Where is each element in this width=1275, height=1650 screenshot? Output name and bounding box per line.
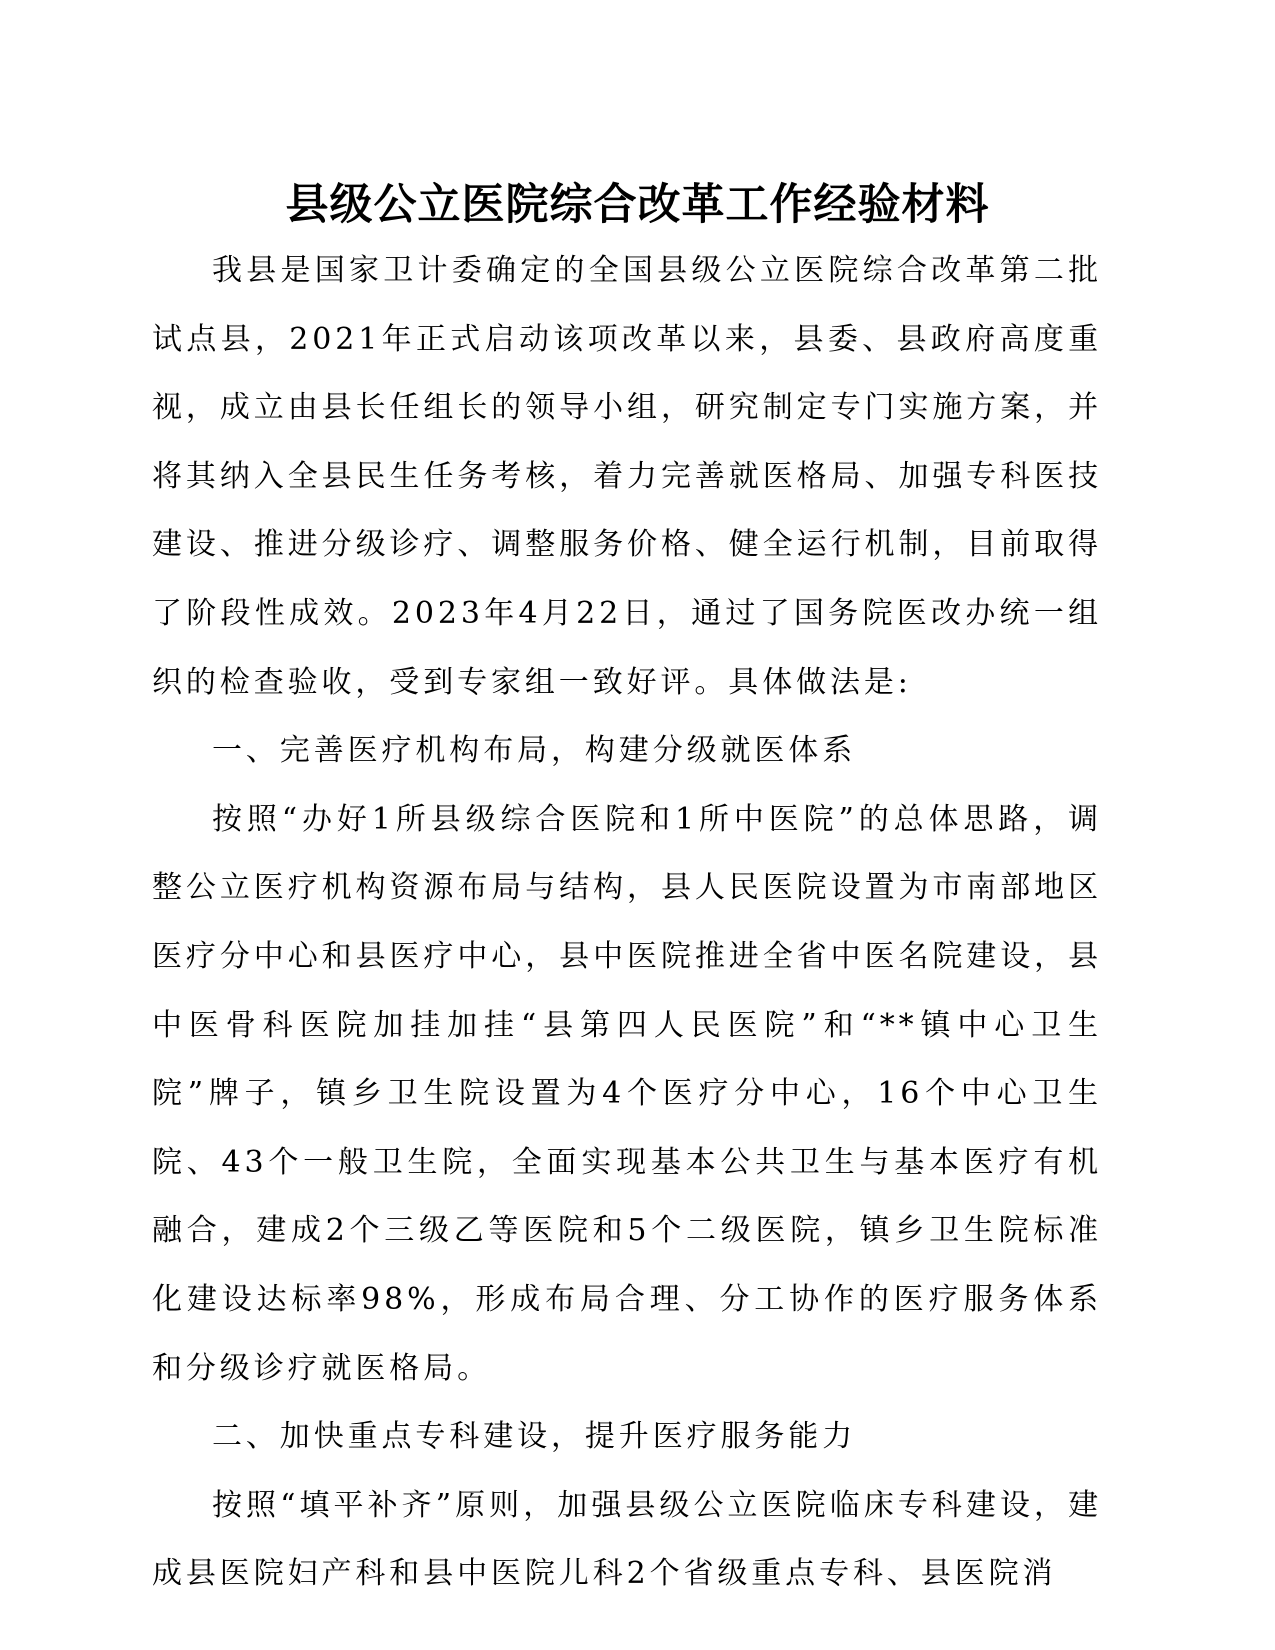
- section-heading-1: 一、完善医疗机构布局，构建分级就医体系: [212, 733, 857, 769]
- section-2-paragraph: 按照“填平补齐”原则，加强县级公立医院临床专科建设，建成县医院妇产科和县中医院儿科2个省级重点专科、县医院消: [152, 1487, 1102, 1592]
- intro-paragraph: 我县是国家卫计委确定的全国县级公立医院综合改革第二批试点县，2021年正式启动该项改革以来，县委、县政府高度重视，成立由县长任组长的领导小组，研究制定专门实施方案，并将其纳入全县民生任务考核，着力完善就医格局、加强专科医技建设、推进分级诊疗、调整服务价格、健全运行机制，目前取得了阶段性成效。2023年4月22日，通过了国务院医改办统一组织的检查验收，受到专家组一致好评。具体做法是:: [152, 253, 1102, 700]
- section-1-paragraph: 按照“办好1所县级综合医院和1所中医院”的总体思路，调整公立医疗机构资源布局与结构，县人民医院设置为市南部地区医疗分中心和县医疗中心，县中医院推进全省中医名院建设，县中医骨科医院加挂加挂“县第四人民医院”和“**镇中心卫生院”牌子，镇乡卫生院设置为4个医疗分中心，16个中心卫生院、43个一般卫生院，全面实现基本公共卫生与基本医疗有机融合，建成2个三级乙等医院和5个二级医院，镇乡卫生院标准化建设达标率98%，形成布局合理、分工协作的医疗服务体系和分级诊疗就医格局。: [152, 801, 1102, 1386]
- document-body: [152, 237, 1102, 1609]
- document-title: 县级公立医院综合改革工作经验材料: [285, 180, 990, 230]
- section-heading-2: 二、加快重点专科建设，提升医疗服务能力: [212, 1419, 857, 1455]
